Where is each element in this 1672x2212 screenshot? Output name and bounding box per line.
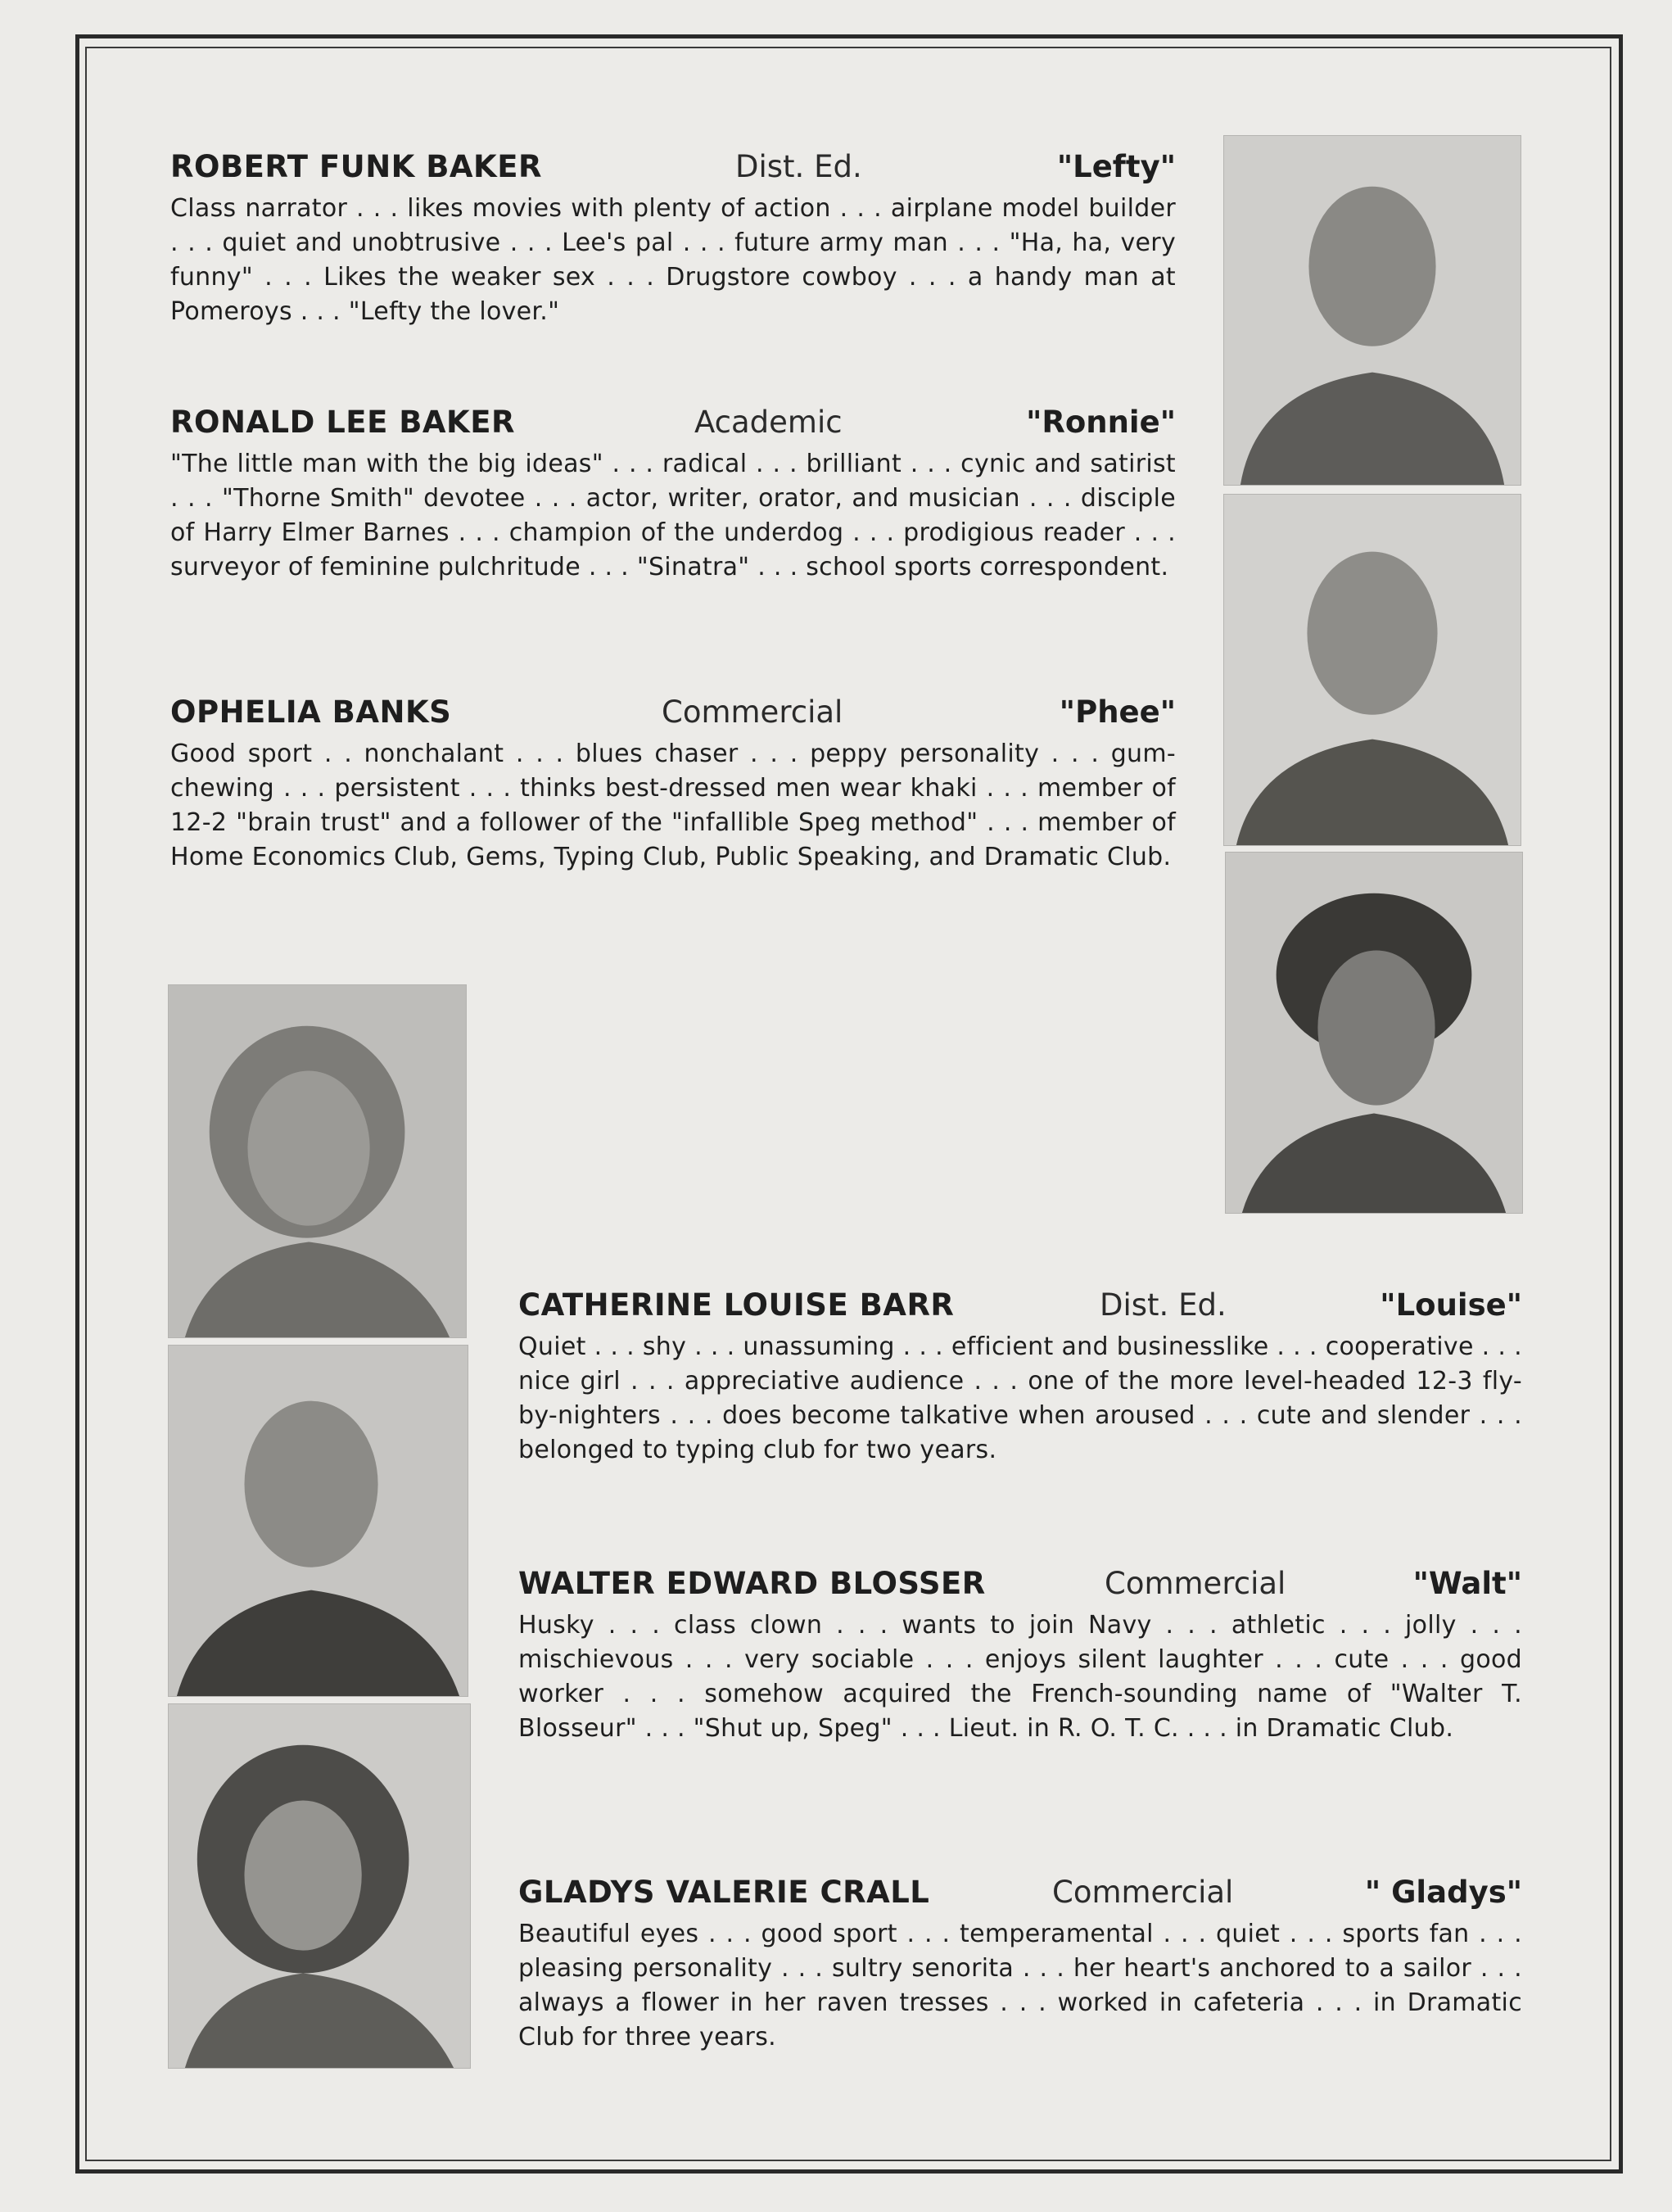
entry-robert-funk-baker <box>170 149 1176 329</box>
portrait-photo-gladys-crall <box>168 1703 471 2069</box>
portrait-photo-ronald-baker <box>1223 494 1521 846</box>
nickname: "Ronnie" <box>1026 405 1176 440</box>
entry-ronald-lee-baker <box>170 405 1176 585</box>
entry-catherine-louise-barr <box>518 1287 1522 1468</box>
course-label: Academic <box>694 405 843 440</box>
nickname: "Louise" <box>1380 1287 1522 1323</box>
portrait-photo-ophelia-banks <box>1225 852 1523 1214</box>
student-name: WALTER EDWARD BLOSSER <box>518 1566 986 1601</box>
entry-heading <box>170 149 1176 192</box>
course-label: Commercial <box>662 694 843 730</box>
student-description: Good sport . . nonchalant . . . blues chaser . . . peppy personality . . . gum-chewing . . . persistent . . . thinks best-dressed men wear khaki . . . member of 12-2 "brain trust" and a follower of the "infallible Speg method" . . . member of Home Economics Club, Gems, Typing Club, Public Speaking, and Dramatic Club. <box>170 740 1176 871</box>
course-label: Commercial <box>1105 1566 1286 1601</box>
student-description: Husky . . . class clown . . . wants to join Navy . . . athletic . . . jolly . . . mischievous . . . very sociable . . . enjoys silent laughter . . . cute . . . good worker . . . somehow acquired the French-sounding name of "Walter T. Blosseur" . . . "Shut up, Speg" . . . Lieut. in R. O. T. C. . . . in Dramatic Club. <box>518 1611 1522 1743</box>
entry-heading <box>518 1875 1522 1917</box>
portrait-photo-walter-blosser <box>168 1345 468 1697</box>
course-label: Dist. Ed. <box>735 149 862 184</box>
nickname: " Gladys" <box>1364 1875 1522 1910</box>
portrait-silhouette <box>169 1346 468 1696</box>
student-description: Class narrator . . . likes movies with plenty of action . . . airplane model builder . . . quiet and unobtrusive . . . Lee's pal . . . future army man . . . "Ha, ha, very funny" . . . Likes the weaker sex . . . Drugstore cowboy . . . a handy man at Pomeroys . . . "Lefty the lover." <box>170 194 1176 326</box>
entry-heading <box>518 1287 1522 1330</box>
portrait-silhouette <box>1224 136 1521 485</box>
portrait-photo-catherine-barr <box>168 984 467 1338</box>
entry-heading <box>518 1566 1522 1608</box>
student-name: ROBERT FUNK BAKER <box>170 149 542 184</box>
student-description: "The little man with the big ideas" . . . radical . . . brilliant . . . cynic and satirist . . . "Thorne Smith" devotee . . . actor, writer, orator, and musician . . . disciple of Harry Elmer Barnes . . . champion of the underdog . . . prodigious reader . . . surveyor of feminine pulchritude . . . "Sinatra" . . . school sports correspondent. <box>170 450 1176 581</box>
student-description: Beautiful eyes . . . good sport . . . temperamental . . . quiet . . . sports fan . . . pleasing personality . . . sultry senorita . . . her heart's anchored to a sailor . . . always a flower in her raven tresses . . . worked in cafeteria . . . in Dramatic Club for three years. <box>518 1920 1522 2051</box>
nickname: "Walt" <box>1412 1566 1522 1601</box>
student-name: OPHELIA BANKS <box>170 694 452 730</box>
nickname: "Lefty" <box>1056 149 1176 184</box>
course-label: Commercial <box>1052 1875 1234 1910</box>
entry-heading <box>170 694 1176 737</box>
entry-heading <box>170 405 1176 447</box>
portrait-silhouette <box>1224 495 1521 845</box>
student-name: RONALD LEE BAKER <box>170 405 515 440</box>
course-label: Dist. Ed. <box>1100 1287 1227 1323</box>
entry-gladys-valerie-crall <box>518 1875 1522 2055</box>
student-name: CATHERINE LOUISE BARR <box>518 1287 955 1323</box>
entry-ophelia-banks <box>170 694 1176 875</box>
entry-walter-edward-blosser <box>518 1566 1522 1746</box>
portrait-silhouette <box>169 1704 470 2068</box>
student-name: GLADYS VALERIE CRALL <box>518 1875 930 1910</box>
portrait-silhouette <box>1226 853 1522 1213</box>
nickname: "Phee" <box>1059 694 1176 730</box>
student-description: Quiet . . . shy . . . unassuming . . . efficient and businesslike . . . cooperative . . . nice girl . . . appreciative audience . . . one of the more level-headed 12-3 fly-by-nighters . . . does become talkative when aroused . . . cute and slender . . . belonged to typing club for two years. <box>518 1332 1522 1464</box>
portrait-silhouette <box>169 985 466 1337</box>
portrait-photo-robert-baker <box>1223 135 1521 486</box>
